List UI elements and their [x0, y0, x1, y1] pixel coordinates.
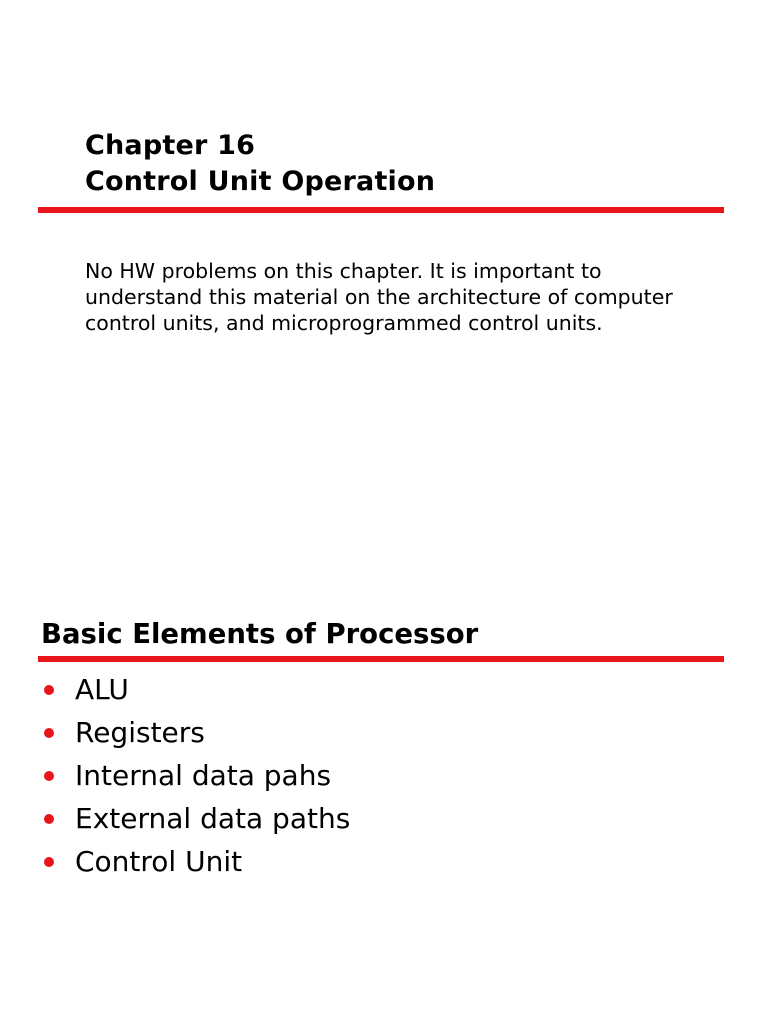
- intro-line: No HW problems on this chapter. It is important to: [85, 259, 602, 283]
- list-item: [41, 840, 350, 883]
- heading-divider: [38, 656, 724, 662]
- list-item-label: External data paths: [75, 802, 351, 835]
- list-item: [41, 711, 350, 754]
- list-item: [41, 797, 350, 840]
- bullet-dot-icon: [44, 857, 54, 867]
- list-item: [41, 668, 350, 711]
- list-item: [41, 754, 350, 797]
- bullet-dot-icon: [44, 771, 54, 781]
- title-divider: [38, 207, 724, 213]
- chapter-name: Control Unit Operation: [85, 166, 436, 197]
- list-item-label: Internal data pahs: [75, 759, 332, 792]
- bullet-dot-icon: [44, 685, 54, 695]
- intro-line: understand this material on the architecture of computer: [85, 285, 673, 309]
- page-title: [85, 128, 435, 200]
- list-item-label: Control Unit: [75, 845, 243, 878]
- list-item-label: Registers: [75, 716, 205, 749]
- bullet-dot-icon: [44, 814, 54, 824]
- element-list: [41, 668, 350, 883]
- section-heading: Basic Elements of Processor: [41, 618, 479, 650]
- bullet-dot-icon: [44, 728, 54, 738]
- list-item-label: ALU: [75, 673, 129, 706]
- intro-line: control units, and microprogrammed control units.: [85, 311, 603, 335]
- chapter-number: Chapter 16: [85, 130, 256, 161]
- intro-paragraph: [85, 258, 725, 336]
